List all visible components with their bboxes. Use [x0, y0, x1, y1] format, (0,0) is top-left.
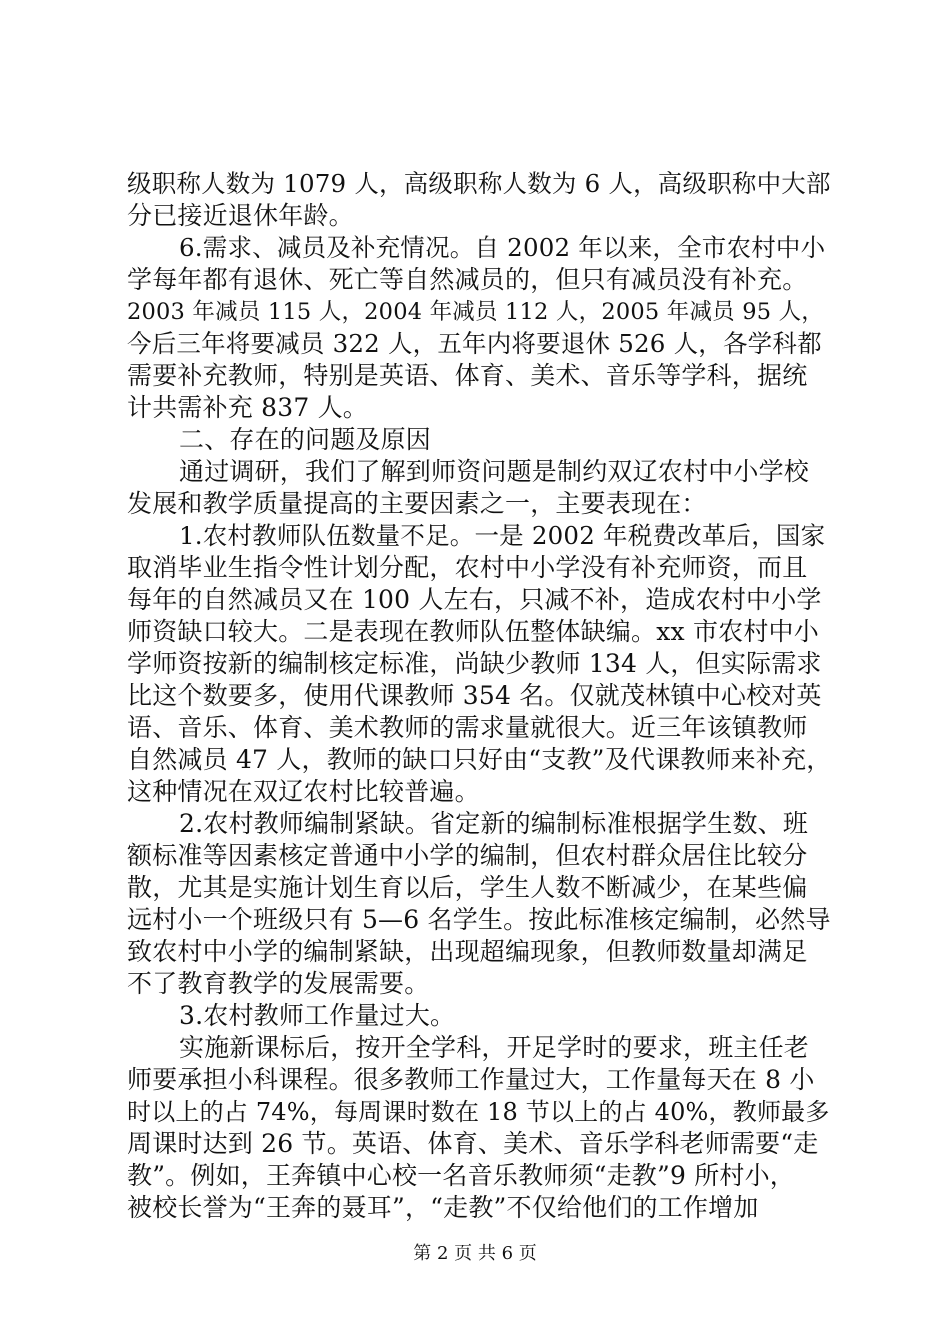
text-line: 被校长誉为“王奔的聂耳”，“走教”不仅给他们的工作增加	[127, 1193, 759, 1222]
text-line: 取消毕业生指令性计划分配，农村中小学没有补充师资，而且	[127, 553, 808, 582]
text-line: 实施新课标后，按开全学科，开足学时的要求，班主任老	[179, 1033, 810, 1062]
text-line: 这种情况在双辽农村比较普遍。	[127, 777, 480, 806]
text-line: 1.农村教师队伍数量不足。一是 2002 年税费改革后，国家	[179, 521, 826, 550]
text-line: 学师资按新的编制核定标准，尚缺少教师 134 人，但实际需求	[127, 649, 822, 678]
text-line: 散，尤其是实施计划生育以后，学生人数不断减少，在某些偏	[127, 873, 808, 902]
page-footer: 第 2 页 共 6 页	[413, 1243, 537, 1264]
text-line: 教”。例如，王奔镇中心校一名音乐教师须“走教”9 所村小，	[127, 1161, 795, 1190]
text-line: 6.需求、减员及补充情况。自 2002 年以来，全市农村中小	[179, 233, 826, 262]
text-line: 学每年都有退休、死亡等自然减员的，但只有减员没有补充。	[127, 265, 808, 294]
text-line: 师要承担小科课程。很多教师工作量过大，工作量每天在 8 小	[127, 1065, 815, 1094]
document-body	[127, 168, 832, 1224]
text-line: 3.农村教师工作量过大。	[179, 1001, 456, 1030]
text-line: 每年的自然减员又在 100 人左右，只减不补，造成农村中小学	[127, 585, 822, 614]
text-line: 二、存在的问题及原因	[179, 425, 432, 454]
text-line: 周课时达到 26 节。英语、体育、美术、音乐学科老师需要“走	[127, 1129, 819, 1158]
text-line: 比这个数要多，使用代课教师 354 名。仅就茂林镇中心校对英	[127, 681, 822, 710]
text-line: 分已接近退休年龄。	[127, 201, 354, 230]
text-line: 语、音乐、体育、美术教师的需求量就很大。近三年该镇教师	[127, 713, 808, 742]
text-line: 2.农村教师编制紧缺。省定新的编制标准根据学生数、班	[179, 809, 809, 838]
text-line: 致农村中小学的编制紧缺，出现超编现象，但教师数量却满足	[127, 937, 808, 966]
text-line: 级职称人数为 1079 人，高级职称人数为 6 人，高级职称中大部	[127, 169, 831, 198]
text-line: 自然减员 47 人，教师的缺口只好由“支教”及代课教师来补充，	[127, 745, 832, 774]
text-line: 远村小一个班级只有 5—6 名学生。按此标准核定编制，必然导	[127, 905, 831, 934]
text-line: 师资缺口较大。二是表现在教师队伍整体缺编。xx 市农村中小	[127, 617, 819, 646]
text-line: 今后三年将要减员 322 人，五年内将要退休 526 人，各学科都	[127, 329, 822, 358]
text-line: 通过调研，我们了解到师资问题是制约双辽农村中小学校	[179, 457, 810, 486]
text-line: 发展和教学质量提高的主要因素之一，主要表现在：	[127, 489, 707, 518]
text-line: 计共需补充 837 人。	[127, 393, 369, 422]
text-line: 额标准等因素核定普通中小学的编制，但农村群众居住比较分	[127, 841, 808, 870]
text-line: 不了教育教学的发展需要。	[127, 969, 430, 998]
text-line: 时以上的占 74%，每周课时数在 18 节以上的占 40%，教师最多	[127, 1098, 830, 1126]
text-line: 2003 年减员 115 人，2004 年减员 112 人，2005 年减员 95 人，	[127, 299, 824, 325]
text-line: 需要补充教师，特别是英语、体育、美术、音乐等学科，据统	[127, 361, 808, 390]
